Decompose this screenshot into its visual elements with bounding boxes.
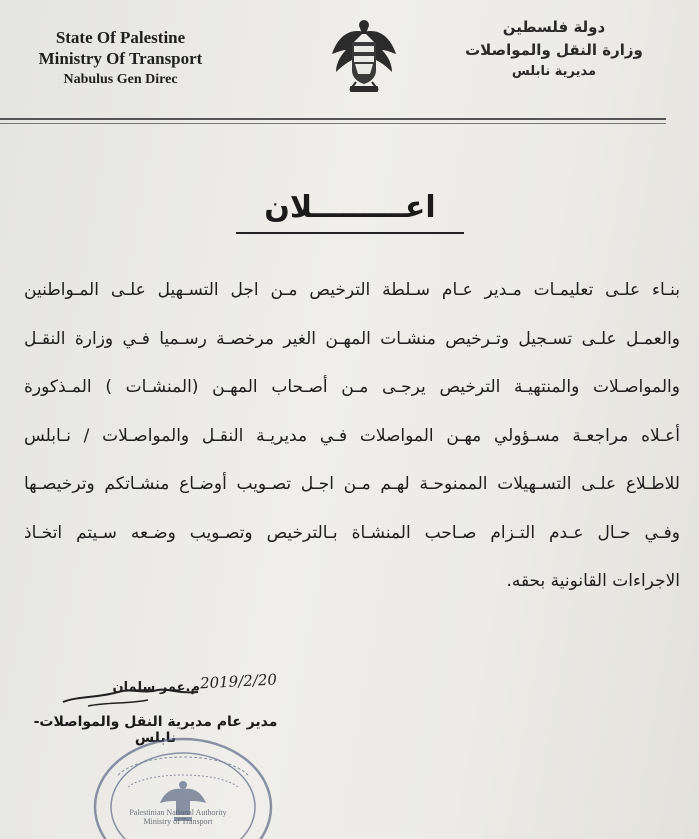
header-english [18, 28, 223, 90]
body-line: بنـاء علـى تعليمـات مـدير عـام سـلطة الترخيص مـن اجل التسـهيل علـى المـواطنين [24, 280, 680, 300]
announcement-body [24, 270, 680, 610]
body-line: للاطـلاع علـى التسـهيلات الممنوحـة لهـم مـن اجـل تصـويب أوضـاع منشـاتكم وترخيصـها [24, 474, 680, 494]
body-line: والعمـل علـى تسـجيل وتـرخيص منشـات المهـن الغير مرخصـة رسـميا فـي وزارة النقـل [24, 328, 680, 349]
palestinian-eagle-emblem-icon [330, 14, 398, 96]
header-ministry-label: Ministry Of Transport [38, 49, 203, 68]
header-ministry-label-ar: وزارة النقل والمواصلات [465, 41, 643, 59]
header-divider [0, 118, 666, 120]
body-line: والمواصـلات والمنتهيـة الترخيص يرجـى مـن أصـحاب المهـن (المنشـات ) المـذكورة [24, 377, 680, 397]
header-arabic [454, 16, 654, 82]
header-directorate-label: Nabulus Gen Direc [63, 72, 178, 87]
signatory-name: م.عمر سلمان [112, 680, 200, 695]
signatory-title: مدير عام مديرية النقل والمواصلات-نابلس [33, 714, 278, 746]
body-line: وفـي حـال عـدم التـزام صـاحب المنشـاة بـالترخيص وتصـويب وضـعه سـيتم اتخـاذ [24, 522, 680, 543]
header-state-label-ar: دولة فلسطين [502, 18, 606, 36]
stamp-text-line: Palestinian National Authority [129, 808, 227, 817]
header-divider-thin [0, 123, 666, 124]
header-directorate-label-ar: مديرية نابلس [511, 64, 597, 79]
announcement-title: اعـــــــــلان [264, 190, 436, 225]
stamp-text-line: Ministry of Transport [143, 817, 213, 826]
body-line: الاجراءات القانونية بحقه. [506, 571, 680, 591]
title-underline [236, 232, 464, 234]
body-line: أعـلاه مراجعـة مسـؤولي مهـن المواصلات فـي مديريـة النقـل والمواصـلات / نـابلس [24, 425, 680, 446]
signature-date: 2019/2/20 [199, 670, 278, 693]
stamp-text [118, 808, 238, 826]
header-state-label: State Of Palestine [55, 28, 186, 47]
